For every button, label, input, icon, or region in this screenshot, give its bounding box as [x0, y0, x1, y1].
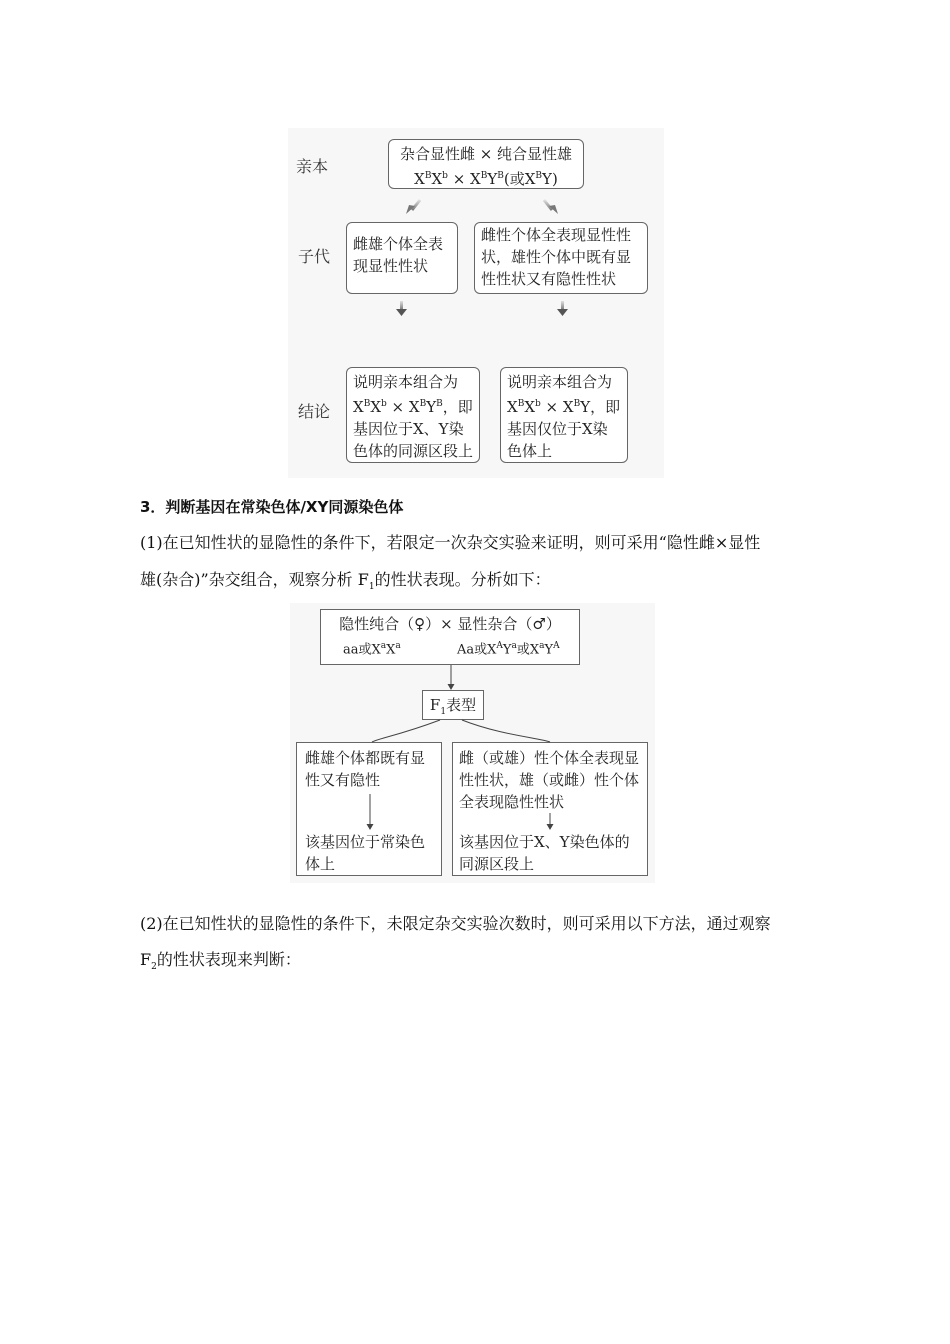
parent-cross-line2: $X^BX^b \times X^BY^B$(或$X^BY$): [414, 170, 558, 188]
result-left-observation: 雌雄个体都既有显性又有隐性: [305, 749, 426, 789]
conclusion-right-box: 说明亲本组合为 $X^BX^b \times X^BY$，即 基因仅位于X染 色体上: [500, 367, 628, 463]
arrow-head-icon: [448, 684, 455, 690]
connector-f1-left: [372, 720, 440, 742]
f1-phenotype-box: $F_1$表型: [422, 690, 484, 720]
label-conclusion: 结论: [298, 402, 331, 421]
paragraph-1-line-1: (1)在已知性状的显隐性的条件下，若限定一次杂交实验来证明，则可采用“隐性雌×显性: [140, 533, 761, 552]
parent-cross-line1: 杂合显性雌 × 纯合显性雄: [399, 145, 573, 163]
arrow-head-icon: [367, 824, 374, 830]
offspring-left-box: 雌雄个体全表现显性性状: [346, 222, 458, 294]
cross-top-line1: 隐性纯合（♀）× 显性杂合（♂）: [339, 615, 561, 633]
genotype-female: aa或$X^aX^a$: [343, 641, 401, 658]
arrow-head-icon: [547, 824, 554, 830]
genotype-male: Aa或$X^AY^a$或$X^aY^A$: [457, 641, 560, 658]
connector-f1-right: [462, 720, 550, 742]
label-offspring: 子代: [298, 247, 331, 266]
section-heading: 3．判断基因在常染色体/XY同源染色体: [140, 498, 404, 516]
result-left-conclusion: 该基因位于常染色体上: [305, 833, 426, 873]
result-right-conclusion: 该基因位于X、Y染色体的同源区段上: [459, 833, 630, 873]
paragraph-1-line-2: 雄(杂合)”杂交组合，观察分析 $F_1$的性状表现。分析如下：: [140, 570, 551, 593]
label-parent: 亲本: [296, 157, 329, 176]
paragraph-2-line-1: (2)在已知性状的显隐性的条件下，未限定杂交实验次数时，则可采用以下方法，通过观察: [140, 914, 771, 933]
result-right-observation: 雌（或雄）性个体全表现显性性状，雄（或雌）性个体全表现隐性性状: [459, 749, 640, 811]
offspring-right-box: 雌性个体全表现显性性状，雄性个体中既有显性性状又有隐性性状: [474, 222, 648, 294]
paragraph-2-line-2: $F_2$的性状表现来判断：: [140, 950, 301, 973]
conclusion-left-box: 说明亲本组合为 $X^BX^b \times X^BY^B$，即 基因位于X、Y染 色体的同源区段上: [346, 367, 480, 463]
